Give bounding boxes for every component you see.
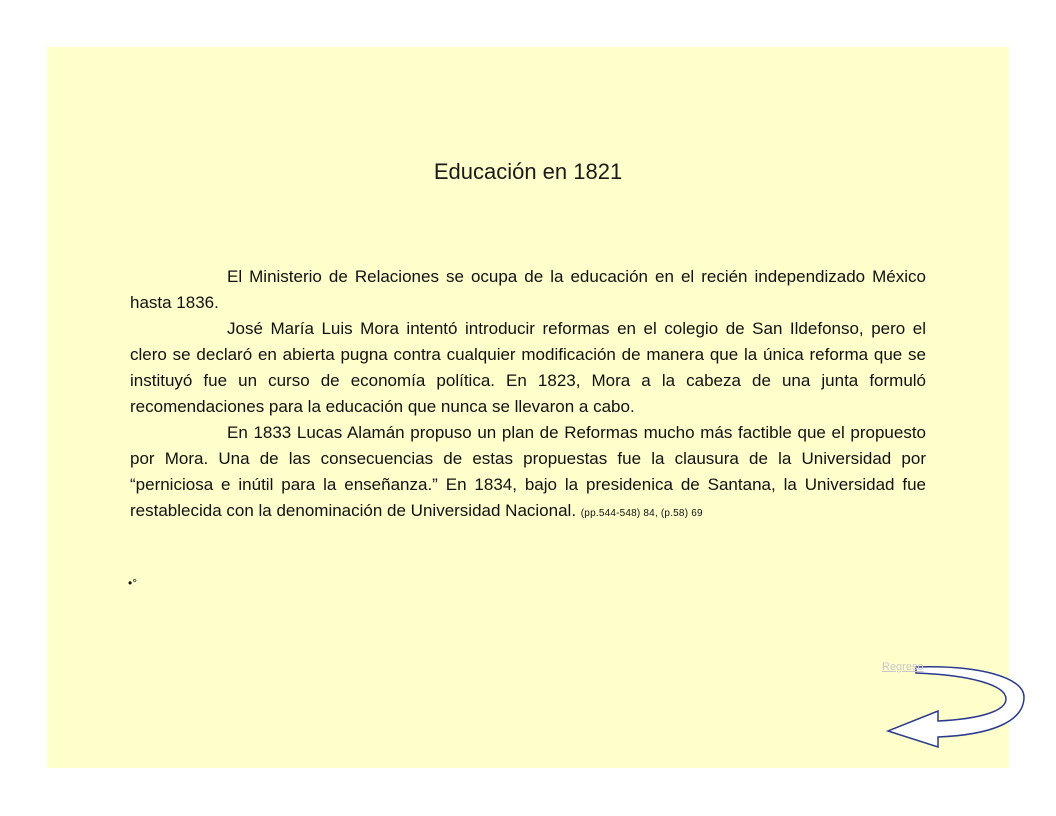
body-text bbox=[130, 264, 926, 527]
back-arrow-icon[interactable] bbox=[878, 661, 1028, 751]
paragraph-alaman-text: En 1833 Lucas Alamán propuso un plan de Reformas mucho más factible que el propuesto por Mora. Una de las consecuencias de estas propuestas fue la clausura de la Universidad por “perniciosa e inútil para la enseñanza.” En 1834, bajo la presidenica de Santana, la Universidad fue restablecida con la denominación de Universidad Nacional. bbox=[130, 423, 926, 520]
page-title: Educación en 1821 bbox=[433, 159, 623, 184]
citation: (pp.544-548) 84, (p.58) 69 bbox=[580, 508, 703, 519]
back-link[interactable]: Regreso bbox=[882, 661, 924, 673]
paragraph-ministry: El Ministerio de Relaciones se ocupa de la educación en el recién independizado México hasta 1836. bbox=[130, 267, 926, 312]
bullet-marker: •° bbox=[128, 576, 137, 590]
paragraph-mora: José María Luis Mora intentó introducir reformas en el colegio de San Ildefonso, pero el clero se declaró en abierta pugna contra cualquier modificación de manera que la única reforma que se instituyó fue un curso de economía política. En 1823, Mora a la cabeza de una junta formuló recomendaciones para la educación que nunca se llevaron a cabo. bbox=[130, 319, 926, 416]
slide-panel bbox=[47, 47, 1009, 768]
paragraph-alaman bbox=[130, 420, 926, 527]
